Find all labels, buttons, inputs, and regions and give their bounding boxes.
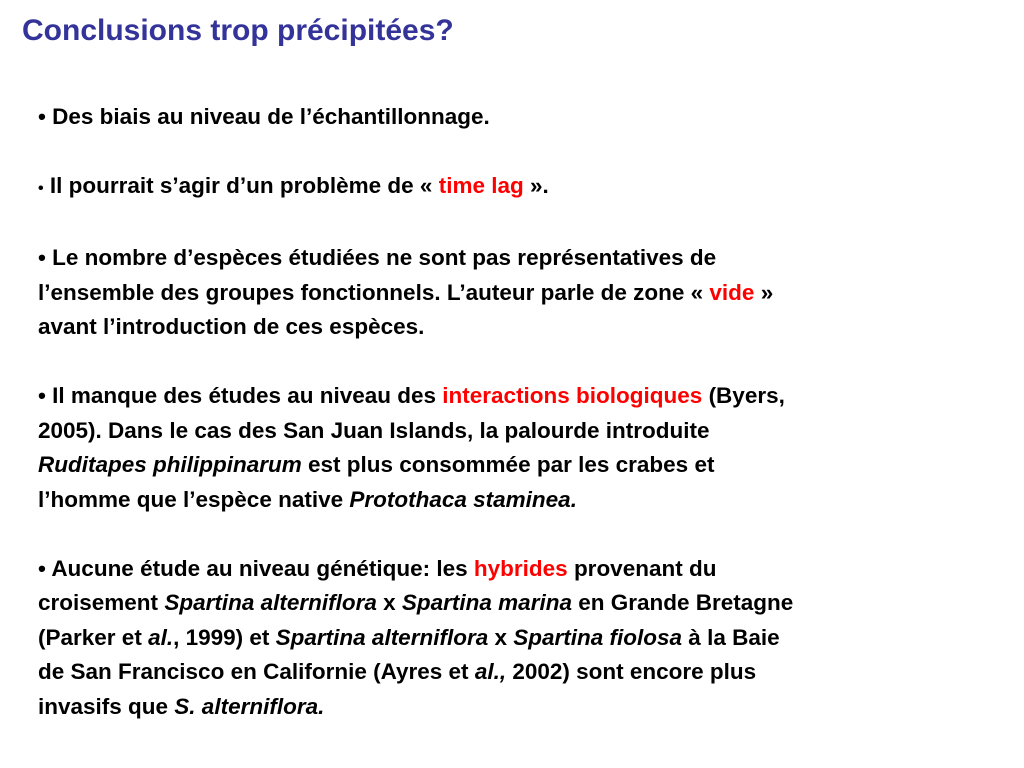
highlight-interactions: interactions biologiques — [442, 383, 703, 408]
bullet-genetics-hybrids — [38, 552, 1008, 725]
bullet-text: provenant du — [567, 555, 717, 581]
bullet-text: 2005). Dans le cas des San Juan Islands, la palourde introduite — [38, 417, 710, 443]
bullet-text: est plus consommée par les crabes et — [301, 452, 715, 477]
bullet-text: en Grande Bretagne — [571, 590, 794, 615]
bullet-text: ». — [523, 173, 549, 198]
bullet-text: Le nombre d’espèces étudiées ne sont pas représentatives de — [52, 245, 717, 270]
bullet-text: Il manque des études au niveau des — [52, 383, 443, 408]
bullet-text: Il pourrait s’agir d’un problème de « — [49, 173, 439, 198]
species-name: Spartina fiolosa — [513, 624, 683, 650]
bullet-text: Des biais au niveau de l’échantillonnage. — [52, 104, 490, 129]
species-name: Spartina alterniflora — [164, 590, 377, 615]
bullet-text: (Byers, — [702, 383, 785, 408]
bullet-text: croisement — [38, 590, 165, 615]
bullet-text: de San Francisco en Californie (Ayres et — [38, 659, 475, 684]
bullet-glyph: • — [38, 104, 46, 129]
slide-body — [38, 100, 1008, 724]
et-al: al., — [474, 659, 507, 684]
bullet-text: 2002) sont encore plus — [506, 659, 757, 684]
bullet-time-lag — [38, 169, 1008, 207]
bullet-text: Aucune étude au niveau génétique: les — [51, 555, 474, 581]
bullet-text: » — [754, 279, 774, 305]
highlight-vide: vide — [709, 279, 755, 305]
bullet-glyph: • — [38, 555, 46, 581]
highlight-time-lag: time lag — [438, 173, 524, 198]
species-name: Spartina alterniflora — [275, 624, 489, 650]
bullet-text: avant l’introduction de ces espèces. — [38, 314, 425, 339]
et-al: al. — [148, 624, 174, 650]
highlight-hybrides: hybrides — [473, 555, 568, 581]
bullet-sampling-bias — [38, 100, 1008, 135]
species-name: S. alterniflora. — [174, 693, 325, 719]
species-name: Spartina marina — [401, 590, 572, 615]
slide-title: Conclusions trop précipitées? — [22, 14, 454, 47]
bullet-text: invasifs que — [38, 693, 175, 719]
bullet-text: l’ensemble des groupes fonctionnels. L’auteur parle de zone « — [38, 279, 710, 305]
bullet-text: (Parker et — [38, 624, 149, 650]
bullet-glyph: • — [38, 180, 44, 197]
bullet-glyph: • — [38, 383, 46, 408]
bullet-text: , 1999) et — [173, 624, 276, 650]
bullet-species-representativity — [38, 241, 1008, 345]
bullet-text: à la Baie — [682, 624, 780, 650]
bullet-glyph: • — [38, 245, 46, 270]
bullet-biological-interactions — [38, 379, 1008, 517]
bullet-text: x — [376, 590, 402, 615]
species-name: Protothaca staminea. — [349, 486, 577, 512]
species-name: Ruditapes philippinarum — [38, 452, 302, 477]
bullet-text: x — [488, 624, 514, 650]
bullet-text: l’homme que l’espèce native — [38, 486, 350, 512]
